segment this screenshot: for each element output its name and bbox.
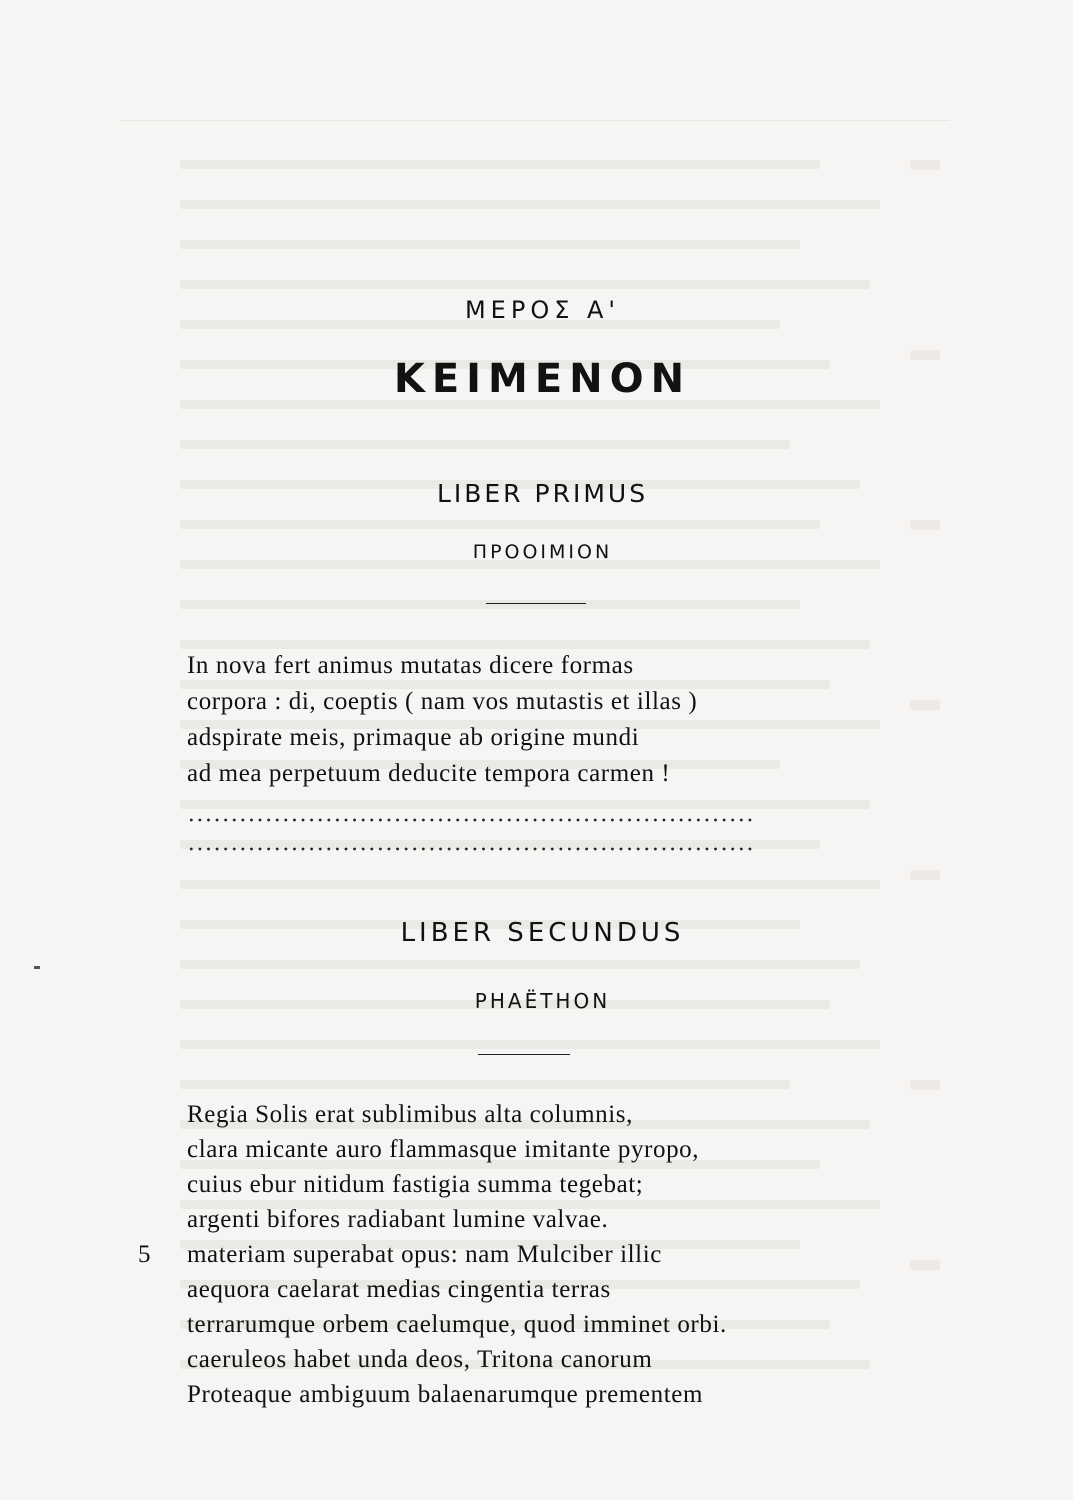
book1-subtitle: ΠΡΟΟΙΜΙΟΝ xyxy=(472,541,613,563)
verse-line: argenti bifores radiabant lumine valvae. xyxy=(187,1206,609,1233)
line-number: 5 xyxy=(138,1241,151,1268)
book1-title: LIBER PRIMUS xyxy=(436,479,649,508)
section-title: ΚΕΙΜΕΝΟΝ xyxy=(393,356,692,402)
verse-line: corpora : di, coeptis ( nam vos mutastis et illas ) xyxy=(187,688,698,715)
verse-line: ad mea perpetuum deducite tempora carmen ! xyxy=(187,760,671,787)
verse-line: terrarumque orbem caelumque, quod imminet orbi. xyxy=(187,1311,727,1338)
verse-line: adspirate meis, primaque ab origine mundi xyxy=(187,724,640,751)
divider-rule xyxy=(478,1054,570,1055)
margin-mark xyxy=(34,966,40,969)
ellipsis-row xyxy=(187,818,755,822)
verse-line: caeruleos habet unda deos, Tritona canorum xyxy=(187,1346,653,1373)
verse-line: Regia Solis erat sublimibus alta columnis, xyxy=(187,1101,633,1128)
divider-rule xyxy=(486,603,586,604)
ellipsis-row xyxy=(187,847,755,851)
verse-line: Proteaque ambiguum balaenarumque prementem xyxy=(187,1381,703,1408)
verse-line: materiam superabat opus: nam Mulciber illic xyxy=(187,1241,662,1268)
verse-line: cuius ebur nitidum fastigia summa tegebat; xyxy=(187,1171,644,1198)
verse-line: aequora caelarat medias cingentia terras xyxy=(187,1276,611,1303)
verse-line: clara micante auro flammasque imitante pyropo, xyxy=(187,1136,700,1163)
verse-line: In nova fert animus mutatas dicere formas xyxy=(187,652,634,679)
book2-title: LIBER SECUNDUS xyxy=(400,918,685,948)
book2-subtitle: ΡΗΑËΤΗΟΝ xyxy=(474,989,611,1013)
part-label: ΜΕΡΟΣ Α' xyxy=(464,296,621,324)
